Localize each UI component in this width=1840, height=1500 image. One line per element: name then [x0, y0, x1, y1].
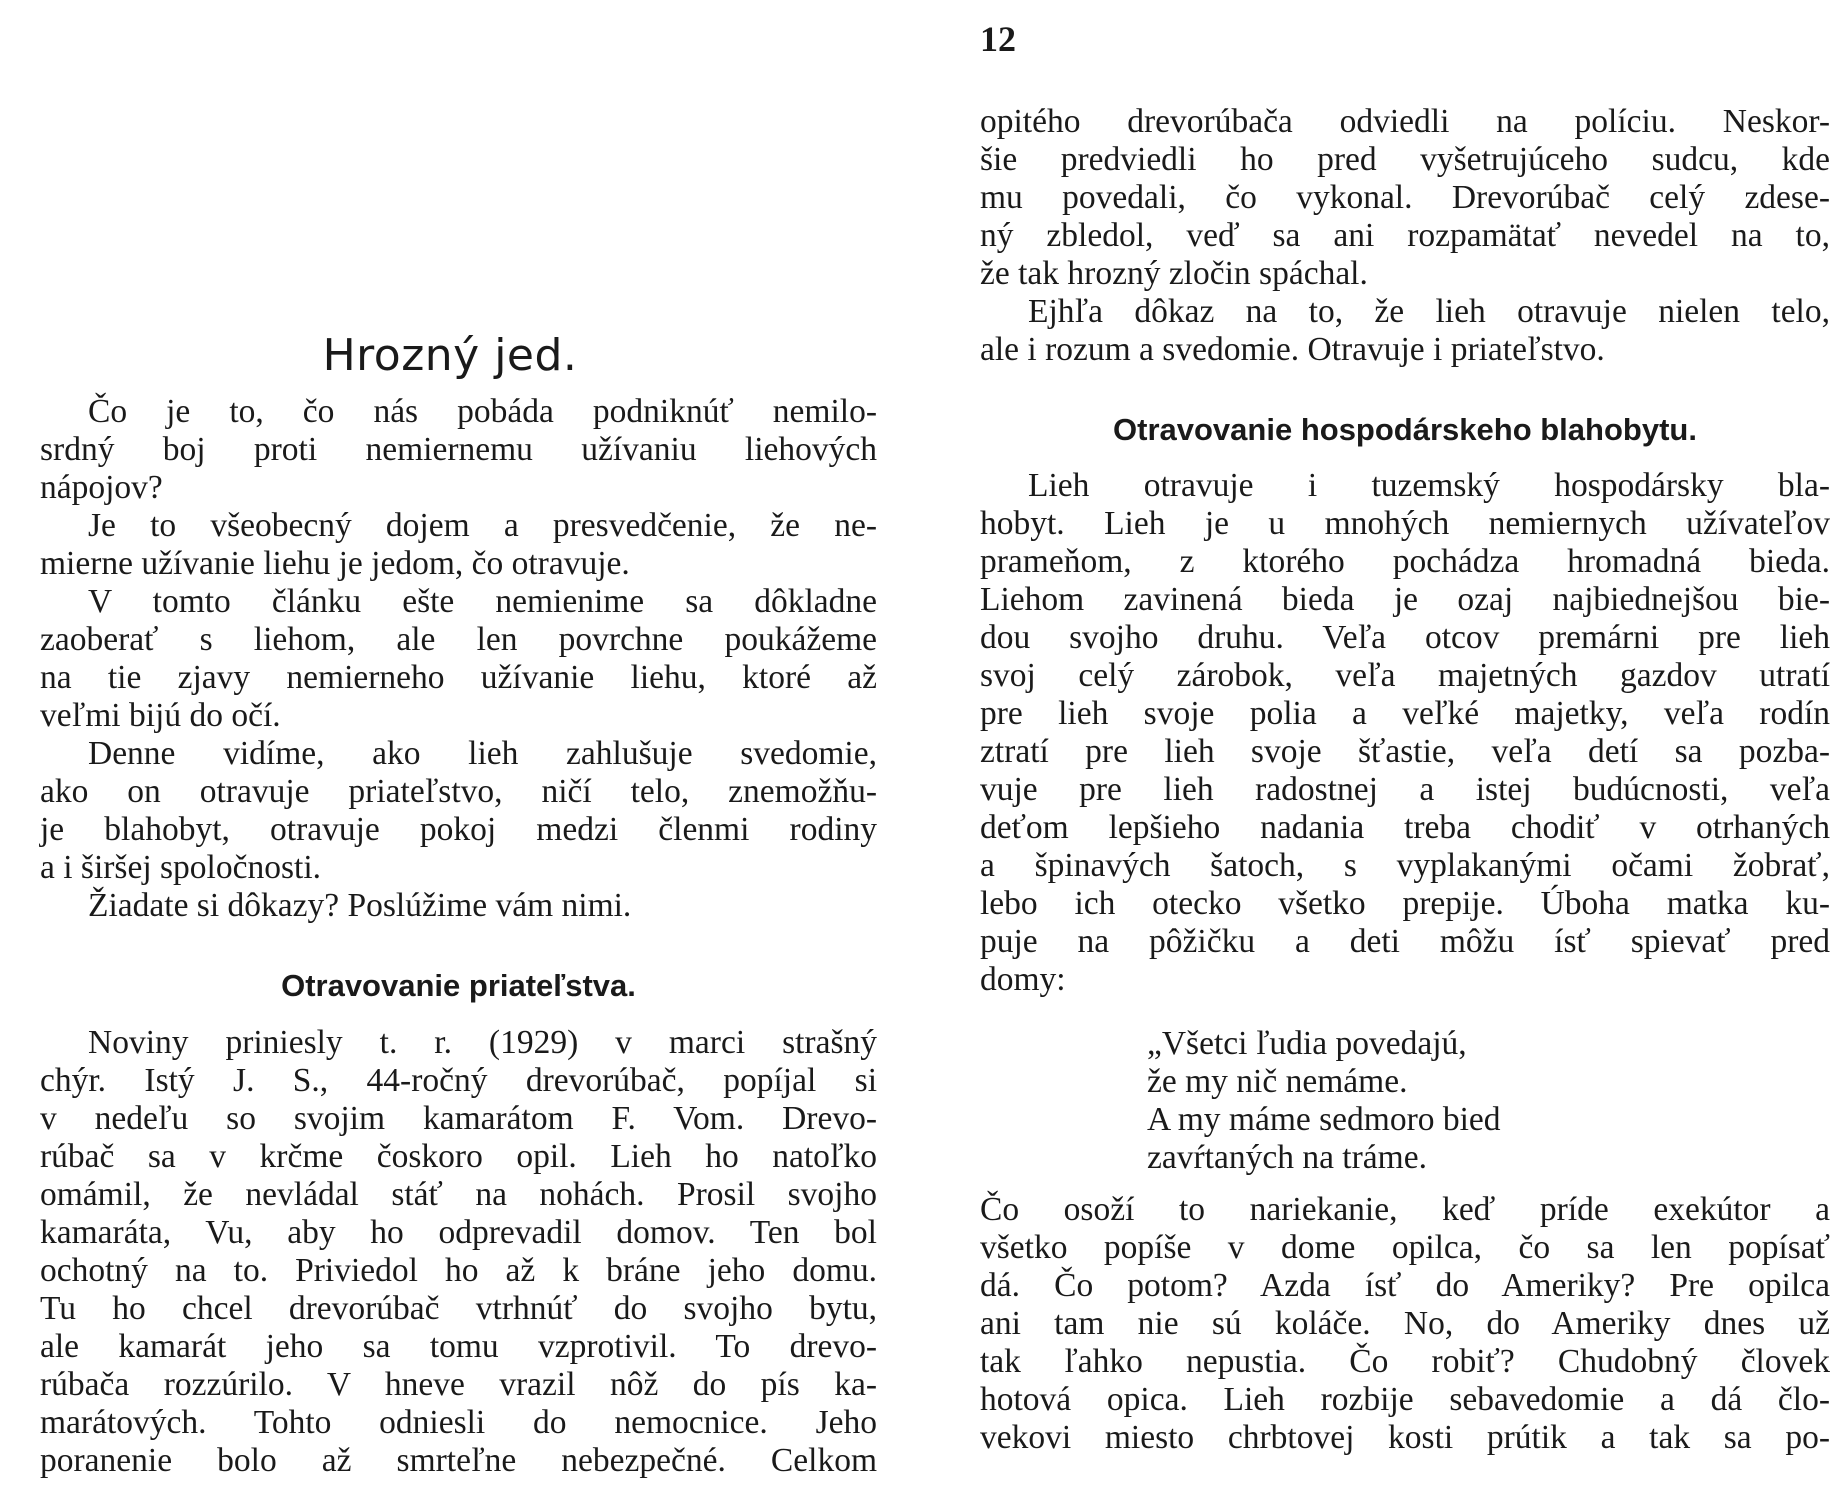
text-line: zaoberať s liehom, ale len povrchne poukážeme — [40, 621, 877, 658]
text-line: Tu ho chcel drevorúbač vtrhnúť do svojho bytu, — [40, 1290, 877, 1327]
text-line: prameňom, z ktorého pochádza hromadná bieda. — [980, 543, 1830, 580]
text-line: tak ľahko nepustia. Čo robiť? Chudobný človek — [980, 1343, 1830, 1380]
closing-text — [980, 1191, 1830, 1457]
text-line: rúbač sa v krčme čoskoro opil. Lieh ho natoľko — [40, 1138, 877, 1175]
poem — [1147, 1025, 1501, 1177]
text-line: Je to všeobecný dojem a presvedčenie, že ne- — [88, 507, 877, 544]
poem-line: zavŕtaných na tráme. — [1147, 1139, 1427, 1176]
text-line: Noviny priniesly t. r. (1929) v marci strašný — [88, 1024, 877, 1061]
text-line: poranenie bolo až smrteľne nebezpečné. Celkom — [40, 1442, 877, 1479]
section-text — [40, 1024, 877, 1480]
text-line: opitého drevorúbača odviedli na políciu. Neskor- — [980, 103, 1830, 140]
section-heading: Otravovanie priateľstva. — [281, 968, 636, 1003]
right-page — [920, 0, 1840, 1500]
text-line: pre lieh svoje polia a veľké majetky, veľa rodín — [980, 695, 1830, 732]
text-line: V tomto článku ešte nemienime sa dôkladne — [88, 583, 877, 620]
text-line: marátových. Tohto odniesli do nemocnice. Jeho — [40, 1404, 877, 1441]
text-line: kamaráta, Vu, aby ho odprevadil domov. Ten bol — [40, 1214, 877, 1251]
page-number: 12 — [980, 19, 1016, 59]
intro-text — [40, 393, 877, 925]
text-line: omámil, že nevládal stáť na nohách. Prosil svojho — [40, 1176, 877, 1213]
text-line: hotová opica. Lieh rozbije sebavedomie a dá člo- — [980, 1381, 1830, 1418]
text-line: hobyt. Lieh je u mnohých nemiernych užívateľov — [980, 505, 1830, 542]
text-line: všetko popíše v dome opilca, čo sa len popísať — [980, 1229, 1830, 1266]
section-text — [980, 467, 1830, 999]
text-line: srdný boj proti nemiernemu užívaniu liehových — [40, 431, 877, 468]
text-line: Žiadate si dôkazy? Poslúžime vám nimi. — [88, 887, 632, 924]
text-line: veľmi bijú do očí. — [40, 697, 281, 734]
text-line: Čo osoží to nariekanie, keď príde exekútor a — [980, 1191, 1830, 1228]
text-line: mierne užívanie liehu je jedom, čo otravuje. — [40, 545, 630, 582]
text-line: je blahobyt, otravuje pokoj medzi členmi rodiny — [40, 811, 877, 848]
text-line: chýr. Istý J. S., 44-ročný drevorúbač, popíjal si — [40, 1062, 877, 1099]
text-line: ale i rozum a svedomie. Otravuje i priateľstvo. — [980, 331, 1605, 368]
text-line: Ejhľa dôkaz na to, že lieh otravuje nielen telo, — [1028, 293, 1830, 330]
text-line: ztratí pre lieh svoje šťastie, veľa detí sa pozba- — [980, 733, 1830, 770]
poem-line: A my máme sedmoro bied — [1147, 1101, 1501, 1138]
text-line: vekovi miesto chrbtovej kosti prútik a tak sa po- — [980, 1419, 1830, 1456]
text-line: dá. Čo potom? Azda ísť do Ameriky? Pre opilca — [980, 1267, 1830, 1304]
text-line: svoj celý zárobok, veľa majetných gazdov utratí — [980, 657, 1830, 694]
text-line: Lieh otravuje i tuzemský hospodársky bla- — [1028, 467, 1830, 504]
text-line: ale kamarát jeho sa tomu vzprotivil. To drevo- — [40, 1328, 877, 1365]
text-line: puje na pôžičku a deti môžu ísť spievať pred — [980, 923, 1830, 960]
text-line: mu povedali, čo vykonal. Drevorúbač celý zdese- — [980, 179, 1830, 216]
text-line: rúbača rozzúrilo. V hneve vrazil nôž do pís ka- — [40, 1366, 877, 1403]
text-line: šie predviedli ho pred vyšetrujúceho sudcu, kde — [980, 141, 1830, 178]
text-line: nápojov? — [40, 469, 163, 506]
text-line: Čo je to, čo nás pobáda podniknúť nemilo- — [88, 393, 877, 430]
text-line: že tak hrozný zločin spáchal. — [980, 255, 1368, 292]
text-line: ochotný na to. Priviedol ho až k bráne jeho domu. — [40, 1252, 877, 1289]
text-line: dou svojho druhu. Veľa otcov premárni pre lieh — [980, 619, 1830, 656]
continuation-text — [980, 103, 1830, 369]
text-line: a i širšej spoločnosti. — [40, 849, 322, 886]
text-line: na tie zjavy nemierneho užívanie liehu, ktoré až — [40, 659, 877, 696]
text-line: Denne vidíme, ako lieh zahlušuje svedomie, — [88, 735, 877, 772]
text-line: Liehom zavinená bieda je ozaj najbiednejšou bie- — [980, 581, 1830, 618]
text-line: ani tam nie sú koláče. No, do Ameriky dnes už — [980, 1305, 1830, 1342]
poem-line: že my nič nemáme. — [1147, 1063, 1408, 1100]
left-page — [0, 0, 900, 1500]
text-line: lebo ich otecko všetko prepije. Úboha matka ku- — [980, 885, 1830, 922]
text-line: deťom lepšieho nadania treba chodiť v otrhaných — [980, 809, 1830, 846]
section-heading: Otravovanie hospodárskeho blahobytu. — [1113, 412, 1697, 447]
text-line: ný zbledol, veď sa ani rozpamätať nevedel na to, — [980, 217, 1830, 254]
text-line: a špinavých šatoch, s vyplakanými očami žobrať, — [980, 847, 1830, 884]
text-line: v nedeľu so svojim kamarátom F. Vom. Drevo- — [40, 1100, 877, 1137]
text-line: vuje pre lieh radostnej a istej budúcnosti, veľa — [980, 771, 1830, 808]
article-title: Hrozný jed. — [322, 330, 578, 381]
text-line: ako on otravuje priateľstvo, ničí telo, znemožňu- — [40, 773, 877, 810]
poem-line: „Všetci ľudia povedajú, — [1147, 1025, 1467, 1062]
text-line: domy: — [980, 961, 1066, 998]
